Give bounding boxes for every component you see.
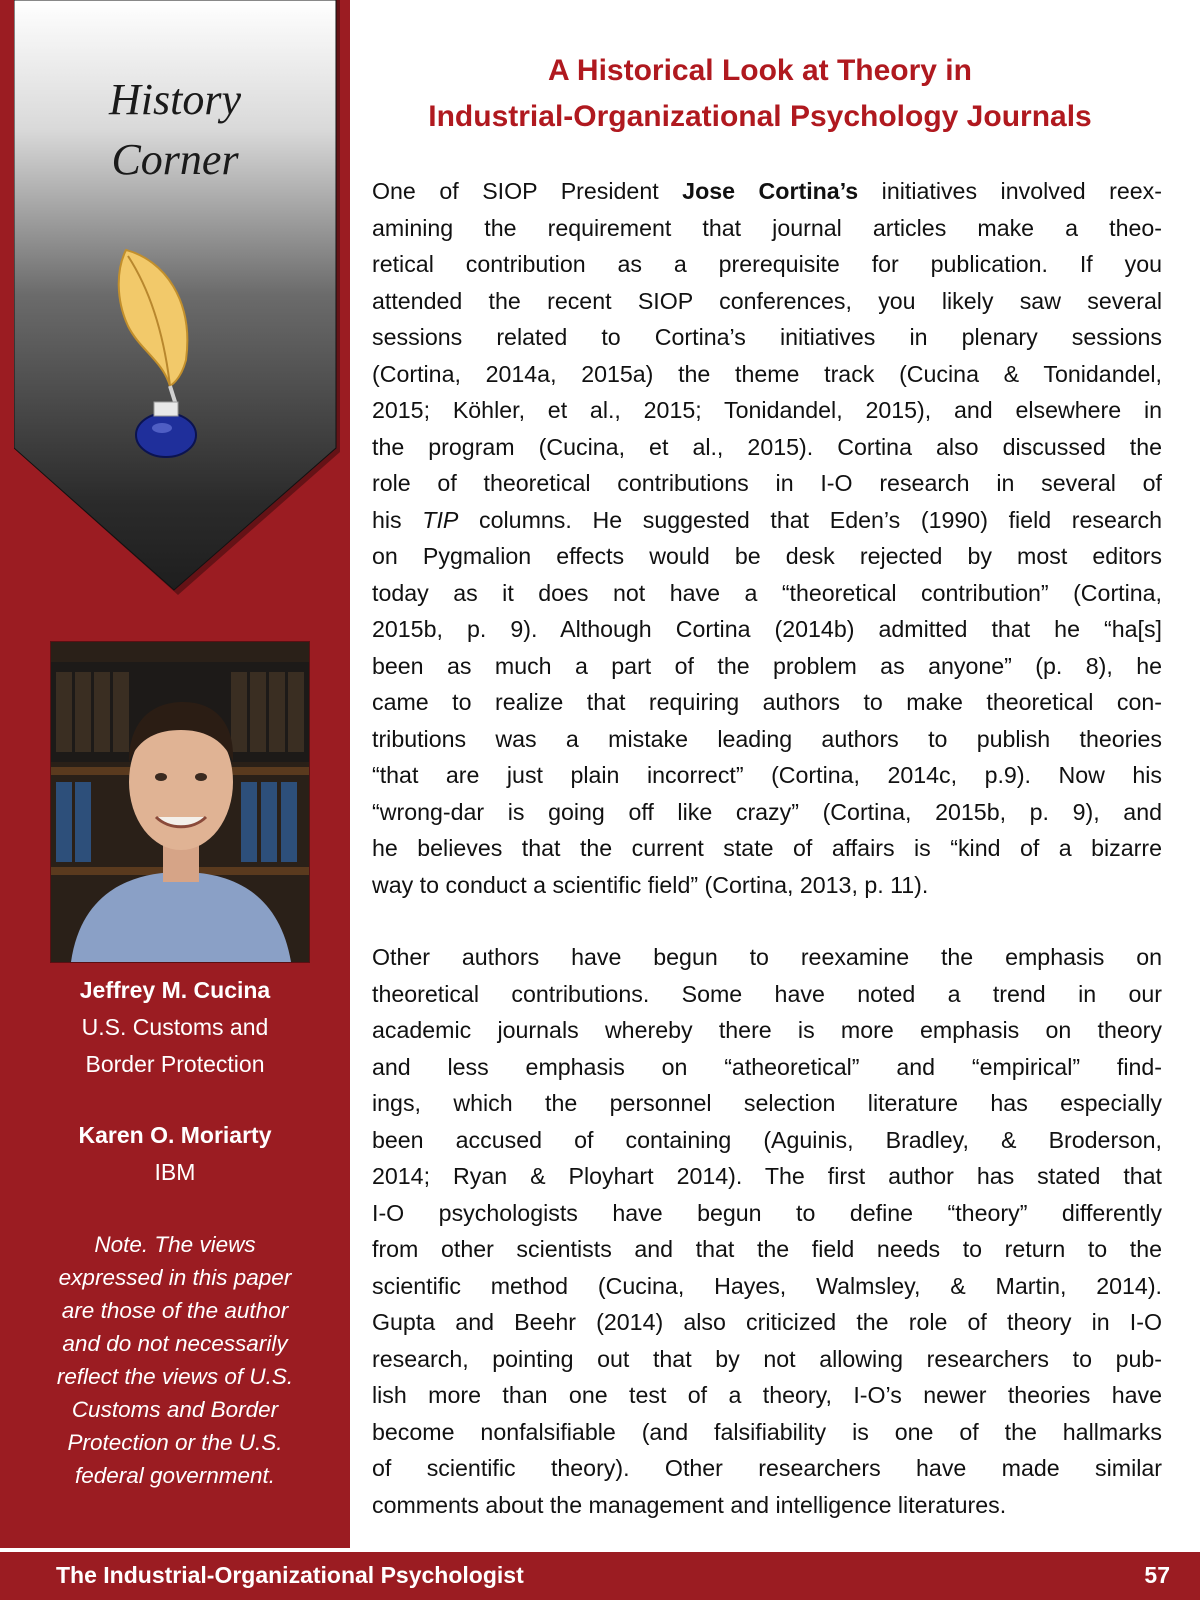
text-line: lish more than one test of a theory, I-O’s newer theories have	[372, 1382, 1162, 1408]
text-line: theoretical contributions. Some have noted a trend in our	[372, 980, 1162, 1007]
paragraph-1	[372, 173, 1162, 903]
text-line: retical contribution as a prerequisite for publication. If you	[372, 251, 1162, 277]
text-line: on Pygmalion effects would be desk rejected by most editors	[372, 543, 1162, 569]
text-line: become nonfalsifiable (and falsifiability is one of the hallmarks	[372, 1418, 1162, 1445]
paragraph-2	[372, 939, 1162, 1523]
text-line: academic journals whereby there is more emphasis on theory	[372, 1017, 1162, 1043]
text-line: amining the requirement that journal articles make a theo-	[372, 214, 1162, 241]
note-line: expressed in this paper	[58, 1265, 292, 1290]
sidebar	[0, 0, 350, 1548]
author-photo	[50, 641, 310, 963]
text-line: from other scientists and that the field needs to return to the	[372, 1236, 1162, 1262]
text-line: been as much a part of the problem as anyone” (p. 8), he	[372, 652, 1162, 679]
history-corner-banner	[14, 0, 344, 595]
text-line: today as it does not have a “theoretical contribution” (Cortina,	[372, 579, 1162, 606]
author1-name: Jeffrey M. Cucina	[79, 977, 271, 1003]
text-line: (Cortina, 2014a, 2015a) the theme track (Cucina & Tonidandel,	[372, 360, 1162, 387]
text-line: his TIP columns. He suggested that Eden’s (1990) field research	[372, 506, 1162, 533]
author1-affiliation-line2: Border Protection	[85, 1051, 265, 1077]
journal-name-emphasis: TIP	[422, 506, 459, 533]
president-name-emphasis: Jose Cortina’s	[682, 178, 859, 204]
page-footer	[0, 1552, 1200, 1600]
note-line: federal government.	[74, 1463, 276, 1488]
text-line: tributions was a mistake leading authors to publish theories	[372, 725, 1162, 752]
note-line: Customs and Border	[71, 1397, 279, 1422]
text-line: One of SIOP President Jose Cortina’s initiatives involved reex-	[372, 178, 1162, 204]
text-line: research, pointing out that by not allowing researchers to pub-	[372, 1345, 1162, 1372]
publication-name: The Industrial-Organizational Psychologist	[56, 1562, 524, 1588]
note-line: reflect the views of U.S.	[56, 1364, 294, 1389]
note-line: are those of the author	[61, 1298, 289, 1323]
text-line: he believes that the current state of affairs is “kind of a bizarre	[372, 835, 1162, 861]
text-line: Other authors have begun to reexamine the emphasis on	[372, 944, 1162, 970]
text-line: I-O psychologists have begun to define “theory” differently	[372, 1199, 1162, 1226]
author2-affiliation: IBM	[154, 1159, 196, 1185]
text-line: comments about the management and intelligence literatures.	[372, 1491, 1007, 1518]
text-line: sessions related to Cortina’s initiatives in plenary sessions	[372, 324, 1162, 350]
text-line: way to conduct a scientific field” (Cortina, 2013, p. 11).	[372, 871, 929, 898]
banner-title-line2: Corner	[111, 135, 239, 184]
author1-block	[20, 972, 330, 1083]
note-line: Note. The views	[94, 1232, 256, 1257]
text-line: and less emphasis on “atheoretical” and “empirical” find-	[372, 1053, 1162, 1080]
article-body	[372, 173, 1162, 1559]
text-line: of scientific theory). Other researchers have made similar	[372, 1455, 1162, 1481]
text-line: the program (Cucina, et al., 2015). Cortina also discussed the	[372, 433, 1162, 460]
page-number: 57	[1144, 1562, 1170, 1588]
article-title-line2: Industrial-Organizational Psychology Journals	[428, 100, 1092, 133]
author2-name: Karen O. Moriarty	[78, 1122, 272, 1148]
text-line: been accused of containing (Aguinis, Bradley, & Broderson,	[372, 1126, 1162, 1153]
article-title	[370, 48, 1150, 140]
disclaimer-note	[32, 1228, 318, 1492]
text-line: 2015; Köhler, et al., 2015; Tonidandel, 2015), and elsewhere in	[372, 397, 1162, 423]
note-line: and do not necessarily	[62, 1331, 288, 1356]
banner-title-line1: History	[109, 75, 241, 124]
article-title-line1: A Historical Look at Theory in	[548, 54, 972, 87]
text-line: attended the recent SIOP conferences, you likely saw several	[372, 287, 1162, 314]
text-line: ings, which the personnel selection literature has especially	[372, 1090, 1162, 1116]
text-line: scientific method (Cucina, Hayes, Walmsley, & Martin, 2014).	[372, 1272, 1162, 1299]
text-line: came to realize that requiring authors to make theoretical con-	[372, 689, 1162, 715]
text-line: role of theoretical contributions in I-O research in several of	[372, 470, 1162, 496]
author2-block	[20, 1117, 330, 1191]
note-line: Protection or the U.S.	[67, 1430, 283, 1455]
quill-and-inkwell-icon	[104, 240, 234, 460]
text-line: 2014; Ryan & Ployhart 2014). The first author has stated that	[372, 1163, 1162, 1189]
author1-affiliation-line1: U.S. Customs and	[81, 1014, 269, 1040]
text-line: Gupta and Beehr (2014) also criticized the role of theory in I-O	[372, 1309, 1162, 1335]
text-line: “wrong-dar is going off like crazy” (Cortina, 2015b, p. 9), and	[372, 798, 1162, 825]
text-line: “that are just plain incorrect” (Cortina, 2014c, p.9). Now his	[372, 762, 1162, 788]
text-line: 2015b, p. 9). Although Cortina (2014b) admitted that he “ha[s]	[372, 616, 1162, 642]
